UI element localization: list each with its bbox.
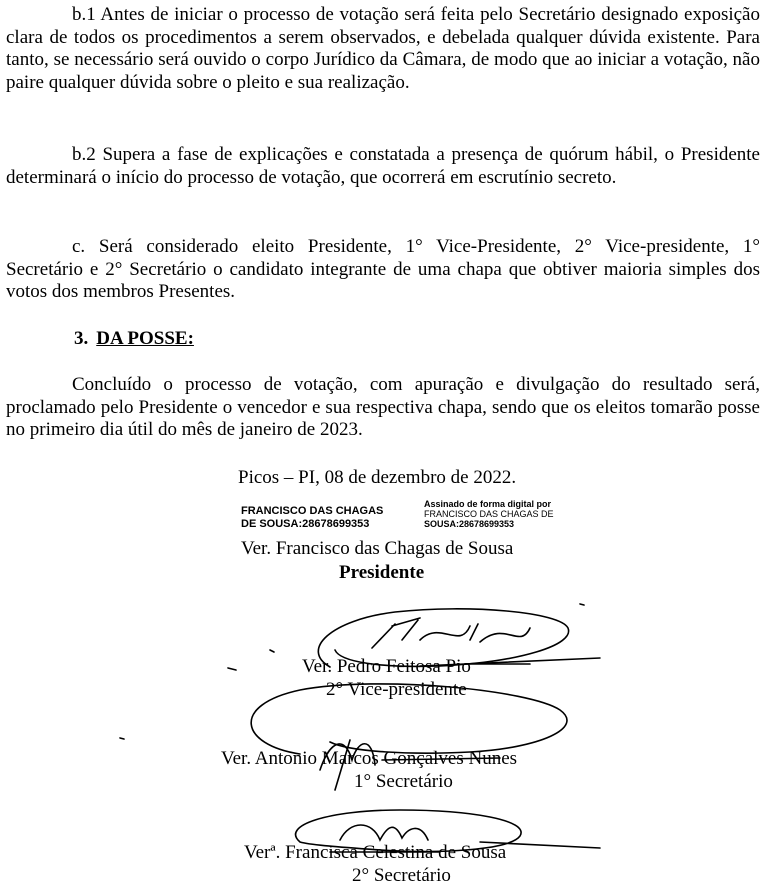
digital-signature-stamp [424,499,554,529]
paragraph-b2: b.2 Supera a fase de explicações e constatada a presença de quórum hábil, o Presidente determinará o início do processo de votação, que ocorrerá em escrutínio secreto. [6,144,760,188]
paragraph-c: c. Será considerado eleito Presidente, 1° Vice-Presidente, 2° Vice-presidente, 1° Secretário e 2° Secretário o candidato integrante de uma chapa que obtiver maioria simples dos votos dos membros Presentes. [6,236,760,302]
digital-signature-stamp-line2: FRANCISCO DAS CHAGAS DE [424,509,554,519]
stray-mark-1 [270,650,274,652]
digital-signature-stamp-line1: Assinado de forma digital por [424,499,552,509]
digital-signature-name [241,505,383,531]
section-number: 3. [74,328,89,349]
stray-mark-2 [228,668,236,670]
stray-mark-4 [120,738,124,739]
section-heading-posse [74,328,194,350]
signatory-4-name: Verª. Francisca Celestina de Sousa [244,842,507,863]
signatory-3-role: 1° Secretário [354,771,453,792]
paragraph-b1: b.1 Antes de iniciar o processo de votação será feita pelo Secretário designado exposição clara de todos os procedimentos a serem observados, e debelada qualquer dúvida existente. Para tanto, se necessário será ouvido o corpo Jurídico da Câmara, de modo que ao iniciar a votação, não paire qualquer dúvida sobre o pleito e sua realização. [6,4,760,93]
signature-4-letters [340,825,428,840]
stray-mark-3 [580,604,584,605]
signatory-1-name: Ver. Francisco das Chagas de Sousa [241,538,514,559]
signature-2-letters [372,618,530,648]
digital-signature-name-line2: DE SOUSA:28678699353 [241,518,370,530]
place-date: Picos – PI, 08 de dezembro de 2022. [238,467,517,488]
digital-signature-name-line1: FRANCISCO DAS CHAGAS [241,505,384,517]
paragraph-posse: Concluído o processo de votação, com apuração e divulgação do resultado será, proclamado pelo Presidente o vencedor e sua respectiva chapa, sendo que os eleitos tomarão posse no primeiro dia útil do mês de janeiro de 2023. [6,374,760,440]
signatory-2-role: 2° Vice-presidente [326,679,467,700]
signatory-1-role: Presidente [339,562,425,583]
signatory-2-name: Ver. Pedro Feitosa Pio [302,656,471,677]
section-title: DA POSSE: [96,328,194,349]
signatory-3-name: Ver. Antonio Marcos Gonçalves Nunes [221,748,518,769]
digital-signature-stamp-line3: SOUSA:28678699353 [424,519,515,529]
signatory-4-role: 2° Secretário [352,865,451,886]
